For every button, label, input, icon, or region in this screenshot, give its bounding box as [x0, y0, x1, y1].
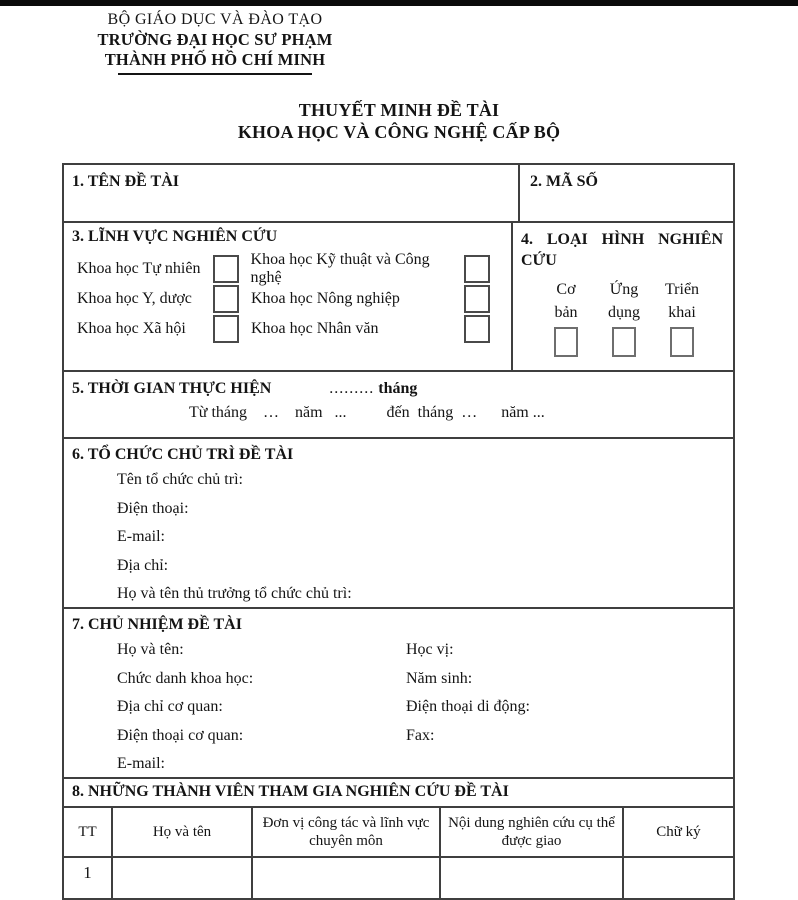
research-type-list	[513, 271, 733, 357]
member-1-unit-cell	[253, 858, 441, 898]
research-type-trien-khai	[653, 278, 711, 357]
type-word-ung: Ứng	[609, 281, 639, 298]
leader-degree-label: Học vị:	[406, 641, 454, 658]
host-org-name-label: Tên tổ chức chủ trì:	[117, 471, 243, 488]
leader-row	[72, 636, 733, 665]
section-2-ma-so	[520, 165, 733, 221]
document-title	[0, 99, 798, 143]
checkbox-khoa-hoc-xa-hoi[interactable]	[213, 315, 239, 343]
members-table-row-1	[64, 858, 733, 898]
type-word-dung: dụng	[608, 304, 640, 321]
checkbox-trien-khai[interactable]	[670, 327, 694, 357]
col-header-noi-dung: Nội dung nghiên cứu cụ thể được giao	[441, 808, 624, 856]
document-title-line2: KHOA HỌC VÀ CÔNG NGHỆ CẤP BỘ	[237, 122, 561, 142]
field-label-xa-hoi: Khoa học Xã hội	[77, 320, 186, 337]
scan-top-bar	[0, 0, 798, 6]
leader-empty-cell	[406, 750, 733, 779]
duration-unit-label: tháng	[378, 380, 418, 397]
org-city: THÀNH PHỐ HỒ CHÍ MINH	[104, 50, 326, 69]
proposal-form-table	[62, 163, 735, 900]
document-title-line1: THUYẾT MINH ĐỀ TÀI	[298, 100, 500, 120]
checkbox-khoa-hoc-y-duoc[interactable]	[213, 285, 239, 313]
leader-row	[72, 722, 733, 751]
member-1-tt: 1	[64, 858, 113, 898]
org-underline	[118, 73, 312, 75]
section-1-heading: 1. TÊN ĐỀ TÀI	[72, 173, 179, 190]
col-header-tt: TT	[64, 808, 113, 856]
member-1-sign-cell	[624, 858, 733, 898]
col-header-chu-ky: Chữ ký	[656, 824, 701, 840]
checkbox-ung-dung[interactable]	[612, 327, 636, 357]
section-3-linh-vuc	[64, 223, 513, 370]
field-label-y-duoc: Khoa học Y, dược	[77, 290, 192, 307]
section-5-heading: 5. THỜI GIAN THỰC HIỆN	[72, 380, 272, 397]
section-3-heading: 3. LĨNH VỰC NGHIÊN CỨU	[72, 228, 278, 245]
host-org-address-label: Địa chỉ:	[117, 556, 169, 574]
section-1-ten-de-tai	[64, 165, 520, 221]
section-6-to-chuc-chu-tri	[64, 439, 733, 609]
org-header	[86, 11, 344, 75]
field-label-nhan-van: Khoa học Nhân văn	[251, 320, 379, 337]
checkbox-nhan-van[interactable]	[464, 315, 490, 343]
col-header-ho-va-ten: Họ và tên	[113, 808, 253, 856]
host-org-email-label: E-mail:	[117, 528, 165, 545]
duration-dotted-blank: .........	[329, 380, 375, 397]
leader-title-label: Chức danh khoa học:	[117, 669, 254, 687]
type-word-trien: Triển	[664, 281, 700, 298]
members-table-header	[64, 808, 733, 858]
member-1-name-cell	[113, 858, 253, 898]
leader-office-address-label: Địa chỉ cơ quan:	[117, 698, 223, 715]
field-label-nong-nghiep: Khoa học Nông nghiệp	[251, 290, 400, 307]
leader-fax-label: Fax:	[406, 726, 435, 744]
field-label-ky-thuat-cong-nghe: Khoa học Kỹ thuật và Công nghệ	[250, 251, 430, 286]
section-7-chu-nhiem	[64, 609, 733, 779]
checkbox-khoa-hoc-tu-nhien[interactable]	[213, 255, 239, 283]
host-org-phone-label: Điện thoại:	[117, 499, 189, 517]
checkbox-co-ban[interactable]	[554, 327, 578, 357]
org-university: TRƯỜNG ĐẠI HỌC SƯ PHẠM	[97, 30, 333, 49]
leader-mobile-label: Điện thoại di động:	[406, 698, 530, 715]
section-4-heading: 4. LOẠI HÌNH NGHIÊN CỨU	[521, 231, 723, 269]
section-2-heading: 2. MÃ SỐ	[530, 173, 598, 190]
type-word-ban: bản	[554, 304, 578, 321]
research-type-ung-dung	[595, 278, 653, 357]
section-7-heading: 7. CHỦ NHIỆM ĐỀ TÀI	[72, 616, 242, 633]
research-type-co-ban	[537, 278, 595, 357]
checkbox-nong-nghiep[interactable]	[464, 285, 490, 313]
checkbox-ky-thuat-cong-nghe[interactable]	[464, 255, 490, 283]
col-header-don-vi: Đơn vị công tác và lĩnh vực chuyên môn	[253, 808, 441, 856]
research-field-row	[72, 284, 511, 314]
leader-birthyear-label: Năm sinh:	[406, 669, 473, 687]
field-label-tu-nhien: Khoa học Tự nhiên	[77, 260, 201, 277]
leader-row	[72, 750, 733, 779]
section-5-line1	[72, 380, 733, 398]
duration-range-line: Từ tháng … năm ... đến tháng … năm ...	[189, 404, 545, 421]
leader-name-label: Họ và tên:	[117, 641, 184, 658]
section-6-heading: 6. TỔ CHỨC CHỦ TRÌ ĐỀ TÀI	[72, 446, 294, 463]
leader-email-label: E-mail:	[117, 755, 165, 772]
type-word-co: Cơ	[556, 281, 576, 298]
type-word-khai: khai	[668, 304, 696, 321]
leader-row	[72, 693, 733, 722]
section-8-heading: 8. NHỮNG THÀNH VIÊN THAM GIA NGHIÊN CỨU ĐỀ TÀI	[72, 783, 509, 800]
research-field-list	[72, 251, 511, 344]
leader-row	[72, 665, 733, 694]
host-org-head-label: Họ và tên thủ trưởng tổ chức chủ trì:	[117, 585, 352, 602]
leader-office-phone-label: Điện thoại cơ quan:	[117, 726, 244, 744]
section-5-thoi-gian	[64, 372, 733, 439]
research-field-row	[72, 314, 511, 344]
research-field-row	[72, 251, 511, 286]
org-ministry: BỘ GIÁO DỤC VÀ ĐÀO TẠO	[107, 11, 323, 28]
section-8-heading-row	[64, 779, 733, 808]
member-1-task-cell	[441, 858, 624, 898]
row-linh-vuc-loai-hinh	[64, 223, 733, 372]
section-4-loai-hinh	[513, 223, 733, 370]
row-ten-de-tai-ma-so	[64, 165, 733, 223]
